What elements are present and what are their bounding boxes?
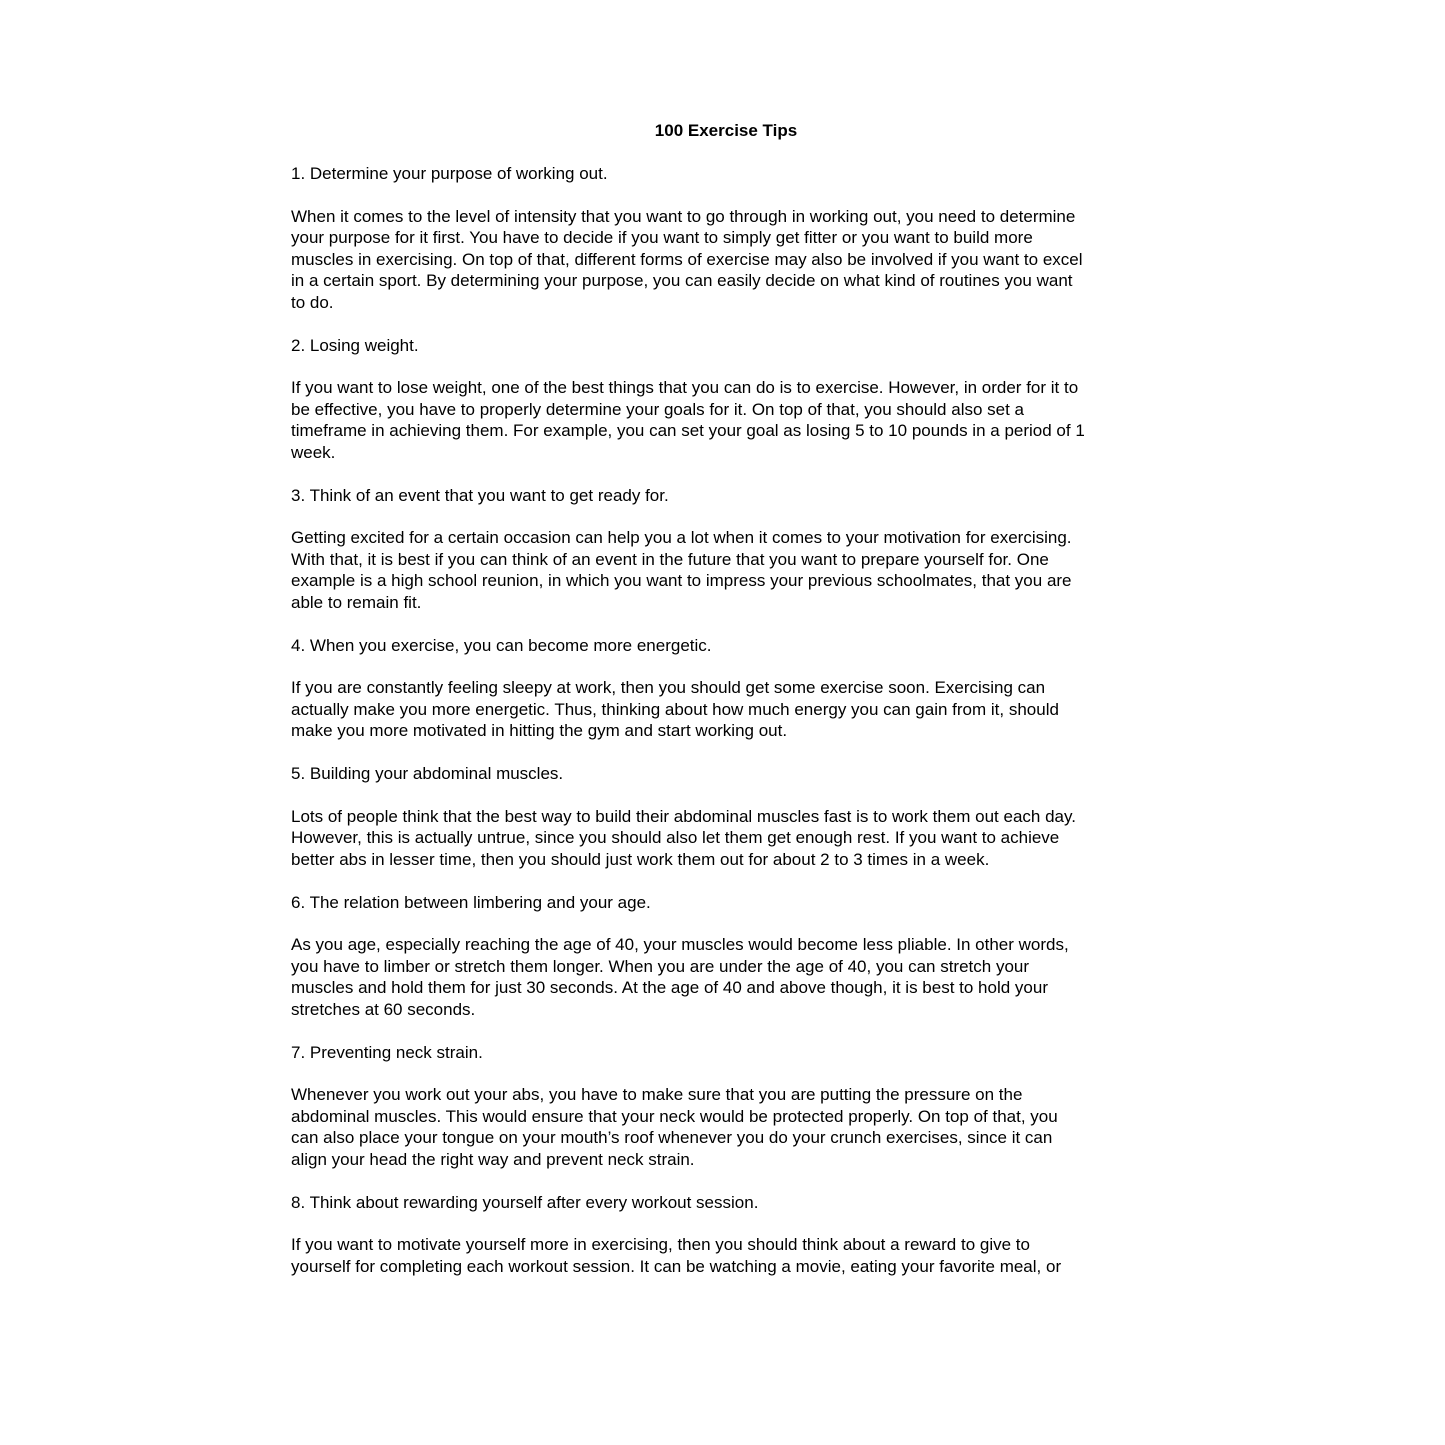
tip-body: Whenever you work out your abs, you have to make sure that you are putting the pressure on the abdominal muscles. This would ensure that your neck would be protected properly. On top of that, you can also place your tongue on your mouth’s roof whenever you do your crunch exercises, since it can align your head the right way and prevent neck strain. xyxy=(291,1085,1058,1169)
tip-5 xyxy=(291,763,1161,870)
tip-body: Getting excited for a certain occasion can help you a lot when it comes to your motivation for exercising. With that, it is best if you can think of an event in the future that you want to prepare yourself for. One example is a high school reunion, in which you want to impress your previous schoolmates, that you are able to remain fit. xyxy=(291,528,1072,612)
tip-body: As you age, especially reaching the age of 40, your muscles would become less pliable. In other words, you have to limber or stretch them longer. When you are under the age of 40, you can stretch your muscles and hold them for just 30 seconds. At the age of 40 and above though, it is best to hold your stretches at 60 seconds. xyxy=(291,935,1069,1019)
tip-heading: 3. Think of an event that you want to get ready for. xyxy=(291,485,669,505)
tip-1 xyxy=(291,163,1161,313)
tip-heading: 2. Losing weight. xyxy=(291,335,419,355)
tip-7 xyxy=(291,1042,1161,1171)
tip-4 xyxy=(291,635,1161,742)
tip-body: If you are constantly feeling sleepy at work, then you should get some exercise soon. Exercising can actually make you more energetic. Thus, thinking about how much energy you can gain from it, should make you more motivated in hitting the gym and start working out. xyxy=(291,678,1059,740)
tip-heading: 8. Think about rewarding yourself after every workout session. xyxy=(291,1192,759,1212)
tip-heading: 4. When you exercise, you can become more energetic. xyxy=(291,635,712,655)
page-title: 100 Exercise Tips xyxy=(654,121,798,140)
tip-body: When it comes to the level of intensity that you want to go through in working out, you need to determine your purpose for it first. You have to decide if you want to simply get fitter or you want to build more muscles in exercising. On top of that, different forms of exercise may also be involved if you want to excel in a certain sport. By determining your purpose, you can easily decide on what kind of routines you want to do. xyxy=(291,206,1083,312)
tip-body: If you want to lose weight, one of the best things that you can do is to exercise. However, in order for it to be effective, you have to properly determine your goals for it. On top of that, you should also set a timeframe in achieving them. For example, you can set your goal as losing 5 to 10 pounds in a period of 1 week. xyxy=(291,378,1085,462)
tip-2 xyxy=(291,335,1161,464)
tip-heading: 1. Determine your purpose of working out. xyxy=(291,164,608,183)
tip-6 xyxy=(291,892,1161,1021)
tip-3 xyxy=(291,485,1161,614)
tip-heading: 6. The relation between limbering and your age. xyxy=(291,892,651,912)
document-page xyxy=(291,120,1161,1299)
tip-8 xyxy=(291,1192,1161,1278)
tip-heading: 7. Preventing neck strain. xyxy=(291,1042,483,1062)
tip-body: Lots of people think that the best way to build their abdominal muscles fast is to work them out each day. However, this is actually untrue, since you should also let them get enough rest. If you want to achieve better abs in lesser time, then you should just work them out for about 2 to 3 times in a week. xyxy=(291,806,1076,869)
tip-heading: 5. Building your abdominal muscles. xyxy=(291,764,564,783)
tip-body: If you want to motivate yourself more in exercising, then you should think about a reward to give to yourself for completing each workout session. It can be watching a movie, eating your favorite meal, or xyxy=(291,1235,1062,1276)
